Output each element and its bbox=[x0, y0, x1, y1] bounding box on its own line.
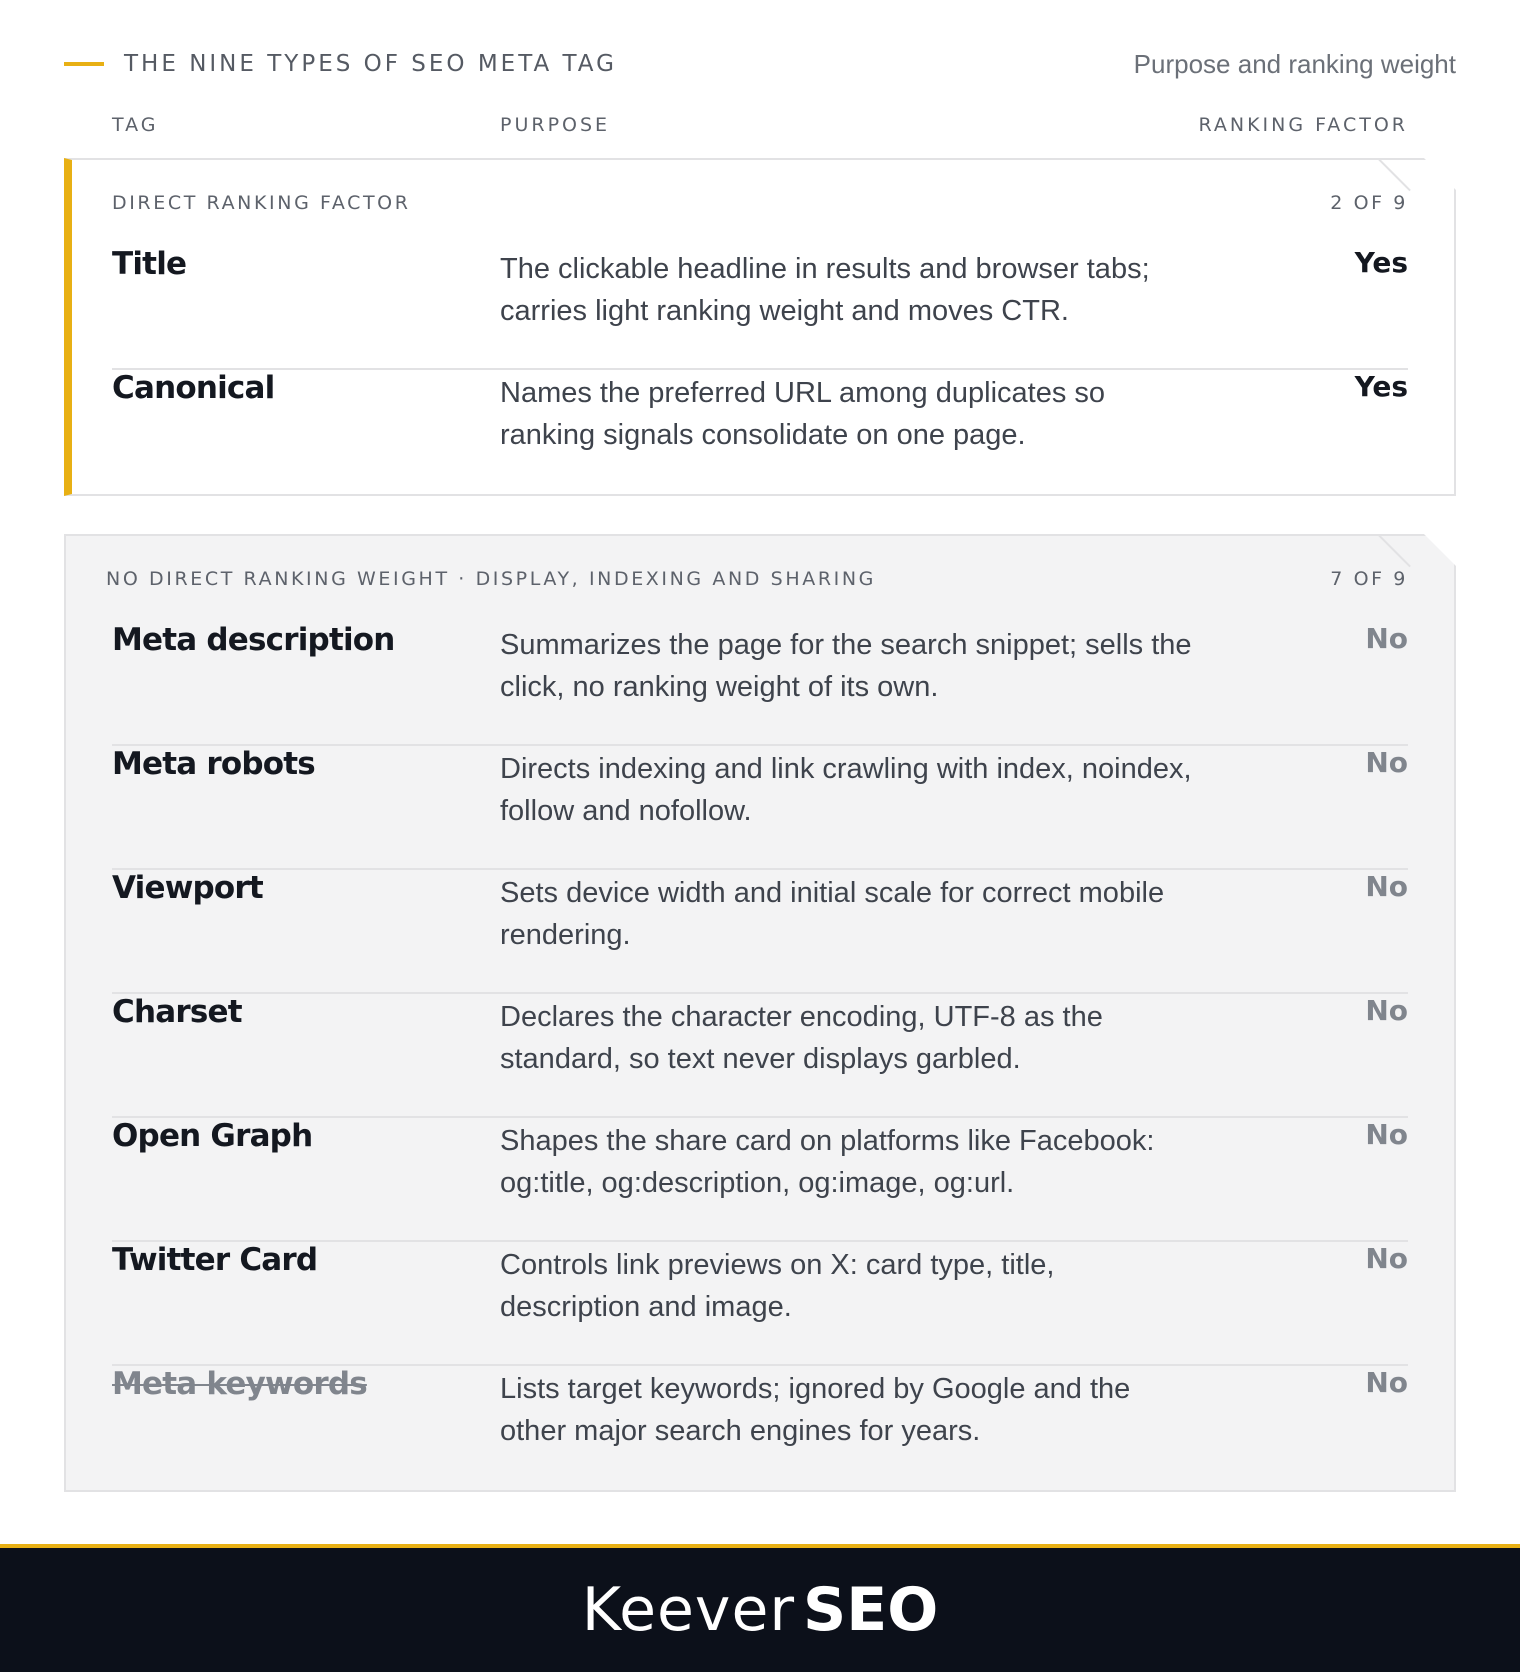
group-count: 7 OF 9 bbox=[1330, 568, 1408, 590]
group-rows bbox=[112, 246, 1408, 494]
table-row bbox=[112, 246, 1408, 370]
tag-name: Canonical bbox=[112, 370, 275, 406]
footer bbox=[0, 1544, 1520, 1672]
brand-logo-bold: SEO bbox=[803, 1575, 939, 1645]
tag-purpose: Shapes the share card on platforms like Facebook: og:title, og:description, og:image, og:url. bbox=[500, 1125, 1155, 1199]
table-row bbox=[112, 370, 1408, 494]
tag-name: Title bbox=[112, 246, 187, 282]
tag-purpose: Summarizes the page for the search snippet; sells the click, no ranking weight of its own. bbox=[500, 629, 1192, 703]
tag-name: Open Graph bbox=[112, 1118, 313, 1154]
column-headers bbox=[112, 110, 1408, 140]
column-header-purpose: PURPOSE bbox=[500, 114, 611, 136]
ranking-value: No bbox=[1365, 994, 1408, 1027]
table-row bbox=[112, 622, 1408, 746]
tag-purpose: Lists target keywords; ignored by Google and the other major search engines for years. bbox=[500, 1373, 1131, 1447]
tag-purpose: The clickable headline in results and browser tabs; carries light ranking weight and moves CTR. bbox=[500, 253, 1150, 327]
ranking-value: No bbox=[1365, 1242, 1408, 1275]
group-no-direct-ranking bbox=[64, 534, 1456, 1492]
tag-name: Meta description bbox=[112, 622, 395, 658]
corner-fold-edge bbox=[1378, 158, 1411, 191]
group-label: NO DIRECT RANKING WEIGHT · DISPLAY, INDEXING AND SHARING bbox=[106, 568, 876, 590]
tag-name: Meta robots bbox=[112, 746, 315, 782]
corner-fold-edge bbox=[1378, 534, 1411, 567]
corner-fold bbox=[1424, 158, 1456, 190]
brand-logo bbox=[582, 1575, 939, 1645]
tag-name: Twitter Card bbox=[112, 1242, 318, 1278]
ranking-value: No bbox=[1365, 870, 1408, 903]
table-row bbox=[112, 870, 1408, 994]
tag-purpose: Controls link previews on X: card type, title, description and image. bbox=[500, 1249, 1055, 1323]
tag-name-deprecated: Meta keywords bbox=[112, 1366, 367, 1402]
group-rows bbox=[112, 622, 1408, 1490]
accent-dash bbox=[64, 62, 104, 66]
ranking-value: No bbox=[1365, 1366, 1408, 1399]
tag-name: Viewport bbox=[112, 870, 263, 906]
header bbox=[64, 44, 1456, 84]
tag-name: Charset bbox=[112, 994, 242, 1030]
tag-purpose: Declares the character encoding, UTF-8 as the standard, so text never displays garbled. bbox=[500, 1001, 1103, 1075]
corner-fold bbox=[1424, 534, 1456, 566]
table-row bbox=[112, 746, 1408, 870]
group-count: 2 OF 9 bbox=[1330, 192, 1408, 214]
group-direct-ranking bbox=[64, 158, 1456, 496]
tag-purpose: Directs indexing and link crawling with index, noindex, follow and nofollow. bbox=[500, 753, 1192, 827]
tag-purpose: Names the preferred URL among duplicates so ranking signals consolidate on one page. bbox=[500, 377, 1106, 451]
page-subtitle: Purpose and ranking weight bbox=[1133, 48, 1456, 79]
table-row bbox=[112, 1118, 1408, 1242]
table-row bbox=[112, 1366, 1408, 1490]
table-row bbox=[112, 1242, 1408, 1366]
brand-logo-light: Keever bbox=[581, 1575, 796, 1645]
ranking-value: No bbox=[1365, 1118, 1408, 1151]
header-title-group bbox=[64, 51, 617, 77]
ranking-value: Yes bbox=[1354, 370, 1408, 403]
ranking-value: No bbox=[1365, 622, 1408, 655]
ranking-value: Yes bbox=[1354, 246, 1408, 279]
page-title: THE NINE TYPES OF SEO META TAG bbox=[124, 51, 617, 77]
group-label: DIRECT RANKING FACTOR bbox=[112, 192, 411, 214]
ranking-value: No bbox=[1365, 746, 1408, 779]
column-header-ranking: RANKING FACTOR bbox=[1198, 114, 1408, 136]
table-row bbox=[112, 994, 1408, 1118]
tag-purpose: Sets device width and initial scale for correct mobile rendering. bbox=[500, 877, 1165, 951]
column-header-tag: TAG bbox=[112, 114, 159, 136]
